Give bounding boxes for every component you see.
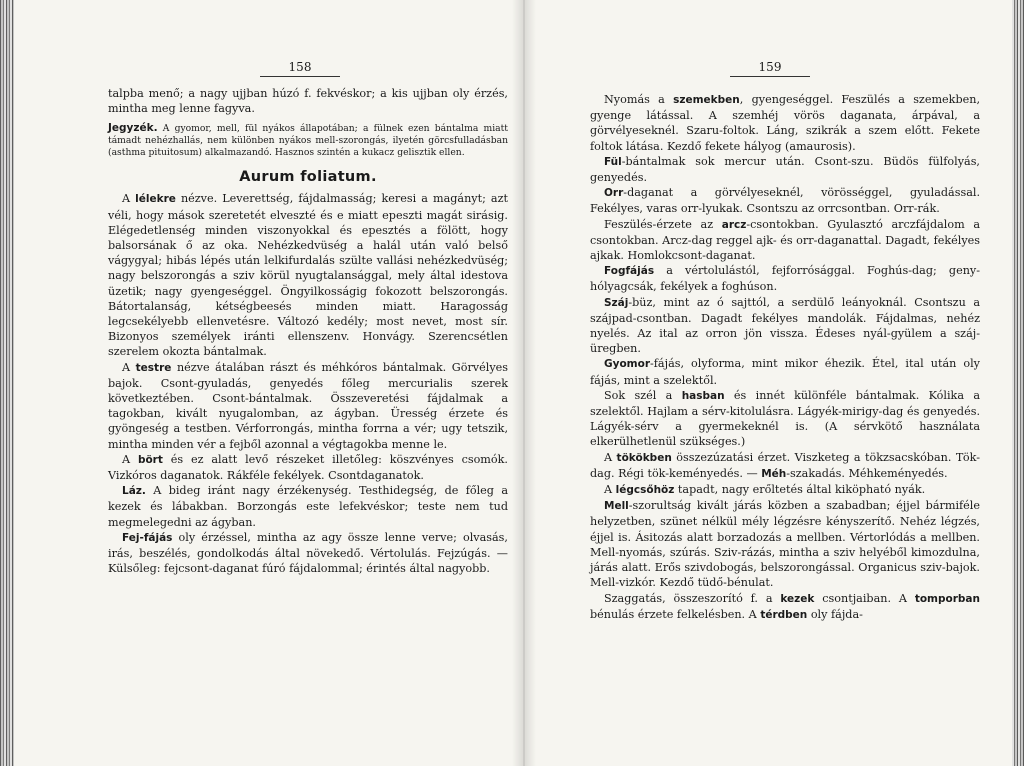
right-page-text [590,92,980,623]
paragraph [108,483,508,530]
paragraph [108,452,508,483]
left-page-text [108,86,508,576]
keyword: hasban [681,389,725,402]
paragraph [108,530,508,577]
text-run: Feszülés-érzete az [604,217,722,231]
text-run: Nyomás a [604,93,674,106]
keyword: Orr [604,187,624,200]
keyword: Méh [761,467,787,480]
text-run: , gyengeséggel. Feszülés a szemekben, gyenge látással. A szemhéj vörös daganata, árpával, a görvélyeseknél. Szaru-foltok. Láng, szikrák a szem előtt. Fekete foltok látása. Kezdő fekete hályog (amaurosis). [590,93,980,153]
text-run: bénulás érzete felkelésben. A [590,607,761,621]
book-gutter [512,0,536,766]
text-run: -csontokban. Gyulasztó arczfájdalom a csontokban. Arcz-dag reggel ajk- és orr-daganattal. Dagadt, fekélyes ajkak. Homlokcsont-daganat. [590,217,980,263]
text-run: oly érzéssel, mintha az agy össze lenne verve; olvasás, irás, beszélés, gondolkodás által növekedő. Vértolulás. Fejzúgás. — Külsőleg: fejcsont-daganat fúró fájdalommal; érintés által nagyobb. [108,530,508,576]
text-run: és innét különféle bántalmak. Kólika a szelektől. Hajlam a sérv-kitolulásra. Lágyék-mirigy-dag és genyedés. Lágyék-sérv a gyermekeknél is. (A sérvkötő használata elkerülhetlenül szükséges.) [590,388,980,449]
right-page [590,0,980,766]
page-number-text: 159 [730,60,810,77]
text-run: A [122,360,136,374]
text-run: nézve átalában rászt és méhkóros bántalmak. Görvélyes bajok. Csont-gyuladás, genyedés főleg mercurialis szerek következtében. Csont-bántalmak. Összeveretési fájdalmak a tagokban, kivált nyugalomban, az ágyban. Üresség érzete és gyöngeség a testben. Vérforrongás, mintha forrna a vér; ugy tetszik, mintha minden vér a fejből azonnal a végtagokba menne le. [108,360,509,451]
paragraph [108,86,508,116]
keyword: Mell [604,500,629,513]
text-run: tapadt, nagy erőltetés által kiköpható nyák. [674,483,926,497]
paragraph [590,591,980,623]
text-run: Szaggatás, összeszorító f. a [604,591,781,605]
keyword: tökökben [616,451,672,464]
text-run: A [604,450,617,464]
text-run: Aurum foliatum. [239,169,377,186]
text-run: a vértolulástól, fejforrósággal. Foghús-dag; geny-hólyagcsák, fekélyek a foghúson. [590,264,980,294]
text-run: és ez alatt levő részeket illetőleg: köszvényes csomók. Vizkóros daganatok. Rákféle fekélyek. Csontdaganatok. [108,452,508,483]
keyword: Láz. [122,485,146,498]
keyword: tomporban [914,592,980,605]
page-number-right [730,60,810,77]
page-number-left [260,60,340,77]
paragraph [108,360,508,452]
paragraph [590,450,980,482]
text-run: -büz, mint az ó sajttól, a serdülő leányoknál. Csontszu a szájpad-csontban. Dagadt fekélyes mandolák. Fájdalmas, nehéz nyelés. Az ital az orron jön vissza. Édeses nyál-gyülem a száj-üregben. [590,295,980,356]
paragraph [590,185,980,216]
paragraph [590,154,980,185]
text-run: -daganat a görvélyeseknél, vörösséggel, gyuladással. Fekélyes, varas orr-lyukak. Csontszu az orrcsontban. Orr-rák. [590,186,980,216]
text-run: összezúzatási érzet. Viszketeg a tökzsacskóban. Tök-dag. Régi tök-keményedés. — [590,450,980,480]
text-run: A [122,452,138,466]
paragraph [590,356,980,387]
left-page [108,0,508,766]
text-run: nézve. Leverettség, fájdalmasság; keresi a magányt; azt véli, hogy mások szeretetét elveszté és e miatt epeszti magát sirásig. Elégedetlenség minden viszonyokkal és epesztés a fölött, hogy balsorsának ő az oka. Nehézkedvüség a halál után való belső vágygyal; hibás lépés után lelkifurdalás szülte vallási nehézkedvüség; nagy belszorongás a sziv körül nyugtalansággal, mely által idestova üzetik; nagy gyengeséggel. Öngyilkosságig fokozott belszorongás. Bátortalanság, kétségbeesés minden miatt. Haragosság legcsekélyebb ellenvetésre. Változó kedély; most nevet, most sír. Bizonyos személyek iránti ellenszenv. Honvágy. Szerencsétlen szerelem okozta bántalmak. [108,192,508,359]
keyword: Fogfájás [604,265,655,278]
keyword: Fül [604,155,622,168]
keyword: szemekben [673,94,740,106]
keyword: bört [137,453,163,466]
text-run: A bideg iránt nagy érzékenység. Testhidegség, de főleg a kezek és lábakban. Borzongás este lefekvéskor; teste nem tud megmelegedni az ágyban. [108,484,508,529]
text-run: csontjaiban. A [814,591,915,605]
keyword: Jegyzék. [108,122,158,135]
keyword: kezek [780,592,815,605]
text-run: A [604,483,616,497]
text-run: oly fájda- [807,607,863,621]
keyword: légcsőhöz [615,484,675,497]
section-title [108,169,508,185]
paragraph [590,217,980,264]
text-run: -fájás, olyforma, mint mikor éhezik. Étel, ital után oly fájás, mint a szelektől. [590,357,980,387]
keyword: arcz [721,218,747,231]
page-edges-left [0,0,14,766]
text-run: Sok szél a [604,388,682,402]
paragraph [108,191,508,359]
keyword: testre [135,361,172,374]
paragraph [590,295,980,357]
paragraph [590,482,980,498]
text-run: -szakadás. Méhkeményedés. [786,466,948,480]
keyword: Gyomor [604,358,651,371]
text-run: A [122,192,136,206]
keyword: térdben [760,608,808,621]
text-run: talpba menő; a nagy ujjban húzó f. fekvéskor; a kis ujjban oly érzés, mintha meg lenne fagyva. [108,87,508,116]
paragraph [590,92,980,154]
keyword: Száj [604,296,629,309]
page-number-text: 158 [260,60,340,77]
note-paragraph [108,122,508,159]
paragraph [590,498,980,590]
text-run: -szorultság kivált járás közben a szabadban; éjjel bármiféle helyzetben, szünet nélkül mély légzésre kényszerítő. Nehéz légzés, éjjel is. Ásitozás alatt borzadozás a mellben. Vértorlódás a mellben. Mell-nyomás, szúrás. Sziv-rázás, mintha a sziv helyéből kimozdulna, járás alatt. Erős szivdobogás, belszorongással. Organicus sziv-bajok. Mell-vizkór. Kezdő tüdő-bénulat. [590,499,980,590]
keyword: lélekre [135,193,176,206]
paragraph [590,388,980,450]
text-run: A gyomor, mell, fül nyákos állapotában; a fülnek ezen bántalma miatt támadt nehézhallás, nem különben nyákos mell-szorongás, ilyetén görcsfulladásban (asthma pituitosum) alkalmazandó. Hasznos szintén a kukacz gelisztik ellen. [108,123,508,159]
keyword: Fej-fájás [122,531,173,544]
text-run: -bántalmak sok mercur után. Csont-szu. Büdös fülfolyás, genyedés. [590,154,980,185]
paragraph [590,263,980,294]
page-edges-right [1012,0,1024,766]
